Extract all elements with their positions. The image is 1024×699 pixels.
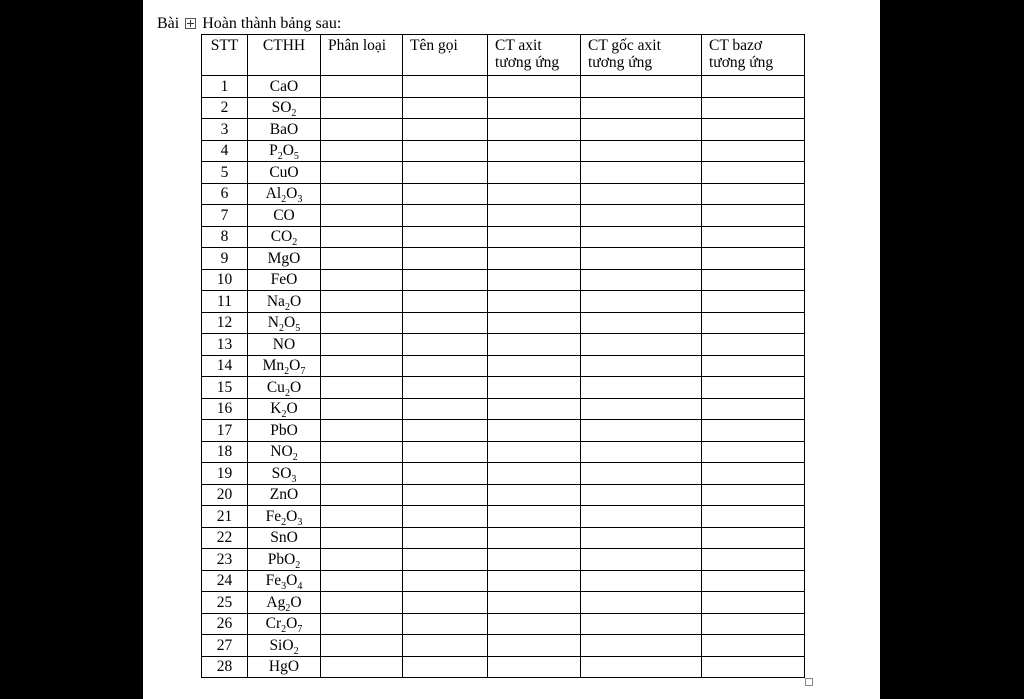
cell-formula: $Al_2O_3$ — [248, 183, 321, 205]
cell-stt: 20 — [202, 484, 248, 506]
cell-ct-goc-axit[interactable] — [581, 76, 702, 98]
cell-ten-goi[interactable] — [403, 226, 488, 248]
cell-formula: $Fe_2O_3$ — [248, 506, 321, 528]
cell-stt: 15 — [202, 377, 248, 399]
cell-stt: 19 — [202, 463, 248, 485]
cell-ct-axit[interactable] — [488, 592, 581, 614]
cell-phan-loai[interactable] — [321, 140, 403, 162]
cell-ct-axit[interactable] — [488, 463, 581, 485]
cell-ct-axit[interactable] — [488, 613, 581, 635]
table-row — [202, 162, 805, 184]
cell-ct-goc-axit[interactable] — [581, 140, 702, 162]
cell-stt: 22 — [202, 527, 248, 549]
header-cthh: CTHH — [248, 35, 321, 76]
cell-formula: $Ag_2O$ — [248, 592, 321, 614]
cell-ct-axit[interactable] — [488, 527, 581, 549]
cell-ct-goc-axit[interactable] — [581, 592, 702, 614]
header-phan-loai: Phân loại — [321, 35, 403, 76]
cell-ten-goi[interactable] — [403, 291, 488, 313]
cell-ct-goc-axit[interactable] — [581, 420, 702, 442]
cell-formula: PbO — [248, 420, 321, 442]
cell-ct-goc-axit[interactable] — [581, 269, 702, 291]
cell-ct-goc-axit[interactable] — [581, 205, 702, 227]
cell-stt: 10 — [202, 269, 248, 291]
cell-formula: SnO — [248, 527, 321, 549]
header-ct-bazo: CT bazơ tương ứng — [702, 35, 805, 76]
table-row — [202, 484, 805, 506]
table-row — [202, 592, 805, 614]
cell-ten-goi[interactable] — [403, 248, 488, 270]
cell-ct-bazo[interactable] — [702, 549, 805, 571]
cell-formula: $Fe_3O_4$ — [248, 570, 321, 592]
cell-ct-bazo[interactable] — [702, 183, 805, 205]
cell-ct-axit[interactable] — [488, 291, 581, 313]
cell-phan-loai[interactable] — [321, 248, 403, 270]
cell-ten-goi[interactable] — [403, 463, 488, 485]
cell-ct-bazo[interactable] — [702, 635, 805, 657]
cell-formula: $NO_2$ — [248, 441, 321, 463]
cell-phan-loai[interactable] — [321, 656, 403, 678]
table-row — [202, 355, 805, 377]
header-ten-goi: Tên gọi — [403, 35, 488, 76]
cell-ct-axit[interactable] — [488, 570, 581, 592]
cell-phan-loai[interactable] — [321, 570, 403, 592]
cell-formula: $Cr_2O_7$ — [248, 613, 321, 635]
cell-formula: FeO — [248, 269, 321, 291]
cell-ten-goi[interactable] — [403, 205, 488, 227]
cell-phan-loai[interactable] — [321, 463, 403, 485]
cell-ct-bazo[interactable] — [702, 76, 805, 98]
cell-ct-axit[interactable] — [488, 119, 581, 141]
cell-ct-goc-axit[interactable] — [581, 613, 702, 635]
cell-ct-axit[interactable] — [488, 549, 581, 571]
table-row — [202, 119, 805, 141]
table-row — [202, 226, 805, 248]
table-row — [202, 613, 805, 635]
cell-ct-goc-axit[interactable] — [581, 312, 702, 334]
cell-ct-axit[interactable] — [488, 162, 581, 184]
cell-stt: 9 — [202, 248, 248, 270]
cell-ten-goi[interactable] — [403, 355, 488, 377]
table-row — [202, 76, 805, 98]
cell-ct-bazo[interactable] — [702, 205, 805, 227]
cell-ct-bazo[interactable] — [702, 441, 805, 463]
cell-ten-goi[interactable] — [403, 527, 488, 549]
cell-ct-bazo[interactable] — [702, 291, 805, 313]
cell-ct-bazo[interactable] — [702, 97, 805, 119]
cell-ct-axit[interactable] — [488, 312, 581, 334]
table-row — [202, 398, 805, 420]
cell-phan-loai[interactable] — [321, 635, 403, 657]
cell-stt: 18 — [202, 441, 248, 463]
cell-ct-axit[interactable] — [488, 484, 581, 506]
table-row — [202, 97, 805, 119]
cell-ten-goi[interactable] — [403, 570, 488, 592]
cell-ct-goc-axit[interactable] — [581, 527, 702, 549]
cell-ct-bazo[interactable] — [702, 248, 805, 270]
table-row — [202, 312, 805, 334]
table-row — [202, 441, 805, 463]
cell-stt: 1 — [202, 76, 248, 98]
cell-ct-goc-axit[interactable] — [581, 248, 702, 270]
cell-phan-loai[interactable] — [321, 549, 403, 571]
cell-ct-axit[interactable] — [488, 506, 581, 528]
table-row — [202, 183, 805, 205]
cell-stt: 11 — [202, 291, 248, 313]
cell-ct-goc-axit[interactable] — [581, 355, 702, 377]
cell-phan-loai[interactable] — [321, 97, 403, 119]
cell-ten-goi[interactable] — [403, 377, 488, 399]
table-row — [202, 420, 805, 442]
cell-stt: 24 — [202, 570, 248, 592]
cell-ct-bazo[interactable] — [702, 420, 805, 442]
cell-formula: PbO$_2$ — [248, 549, 321, 571]
cell-ct-goc-axit[interactable] — [581, 183, 702, 205]
cell-formula: $N_2O_5$ — [248, 312, 321, 334]
table-header-row — [202, 35, 805, 76]
table-row — [202, 269, 805, 291]
cell-ct-goc-axit[interactable] — [581, 463, 702, 485]
cell-phan-loai[interactable] — [321, 76, 403, 98]
document-page — [143, 0, 880, 699]
heading-text: Hoàn thành bảng sau: — [202, 15, 342, 32]
cell-ct-axit[interactable] — [488, 76, 581, 98]
cell-phan-loai[interactable] — [321, 527, 403, 549]
cell-phan-loai[interactable] — [321, 162, 403, 184]
cell-ten-goi[interactable] — [403, 592, 488, 614]
cell-ct-bazo[interactable] — [702, 570, 805, 592]
cell-stt: 26 — [202, 613, 248, 635]
cell-ct-axit[interactable] — [488, 248, 581, 270]
cell-stt: 25 — [202, 592, 248, 614]
cell-ct-bazo[interactable] — [702, 463, 805, 485]
cell-phan-loai[interactable] — [321, 183, 403, 205]
header-ct-goc-axit: CT gốc axit tương ứng — [581, 35, 702, 76]
cell-phan-loai[interactable] — [321, 226, 403, 248]
cell-ct-bazo[interactable] — [702, 656, 805, 678]
cell-phan-loai[interactable] — [321, 592, 403, 614]
cell-ct-bazo[interactable] — [702, 312, 805, 334]
cell-phan-loai[interactable] — [321, 205, 403, 227]
cell-ct-bazo[interactable] — [702, 269, 805, 291]
cell-formula: $P_2O_5$ — [248, 140, 321, 162]
cell-formula: HgO — [248, 656, 321, 678]
cell-phan-loai[interactable] — [321, 291, 403, 313]
heading-prefix: Bài — [157, 15, 180, 32]
cell-ten-goi[interactable] — [403, 420, 488, 442]
table-row — [202, 570, 805, 592]
cell-phan-loai[interactable] — [321, 377, 403, 399]
paragraph-end-mark — [805, 678, 813, 686]
cell-ten-goi[interactable] — [403, 162, 488, 184]
cell-ct-goc-axit[interactable] — [581, 119, 702, 141]
cell-ct-bazo[interactable] — [702, 527, 805, 549]
cell-ct-axit[interactable] — [488, 97, 581, 119]
cell-phan-loai[interactable] — [321, 119, 403, 141]
cell-ct-bazo[interactable] — [702, 613, 805, 635]
cell-ten-goi[interactable] — [403, 183, 488, 205]
cell-phan-loai[interactable] — [321, 420, 403, 442]
table-row — [202, 549, 805, 571]
table-row — [202, 463, 805, 485]
cell-formula: CuO — [248, 162, 321, 184]
cell-ct-goc-axit[interactable] — [581, 506, 702, 528]
cell-ct-axit[interactable] — [488, 635, 581, 657]
cell-ct-axit[interactable] — [488, 334, 581, 356]
cell-ct-bazo[interactable] — [702, 119, 805, 141]
cell-ten-goi[interactable] — [403, 613, 488, 635]
cell-ct-bazo[interactable] — [702, 377, 805, 399]
cell-ten-goi[interactable] — [403, 312, 488, 334]
cell-stt: 27 — [202, 635, 248, 657]
cell-ct-axit[interactable] — [488, 441, 581, 463]
cell-ten-goi[interactable] — [403, 484, 488, 506]
cell-formula: $CO_2$ — [248, 226, 321, 248]
cell-formula: SiO$_2$ — [248, 635, 321, 657]
cell-stt: 6 — [202, 183, 248, 205]
exercise-heading — [157, 15, 341, 33]
cell-stt: 14 — [202, 355, 248, 377]
table-row — [202, 140, 805, 162]
cell-ten-goi[interactable] — [403, 269, 488, 291]
cell-phan-loai[interactable] — [321, 334, 403, 356]
cell-stt: 2 — [202, 97, 248, 119]
cell-ten-goi[interactable] — [403, 140, 488, 162]
cell-formula: MgO — [248, 248, 321, 270]
cell-formula: $Mn_2O_7$ — [248, 355, 321, 377]
cell-stt: 7 — [202, 205, 248, 227]
cell-ct-bazo[interactable] — [702, 334, 805, 356]
table-row — [202, 248, 805, 270]
cell-stt: 5 — [202, 162, 248, 184]
cell-formula: CO — [248, 205, 321, 227]
cell-ten-goi[interactable] — [403, 398, 488, 420]
cell-formula: BaO — [248, 119, 321, 141]
cell-ten-goi[interactable] — [403, 549, 488, 571]
cell-ct-axit[interactable] — [488, 656, 581, 678]
cell-ct-goc-axit[interactable] — [581, 441, 702, 463]
cell-phan-loai[interactable] — [321, 398, 403, 420]
cell-ct-goc-axit[interactable] — [581, 484, 702, 506]
cell-ct-bazo[interactable] — [702, 506, 805, 528]
cell-ct-axit[interactable] — [488, 377, 581, 399]
table-row — [202, 205, 805, 227]
cell-ct-goc-axit[interactable] — [581, 549, 702, 571]
cell-ct-axit[interactable] — [488, 269, 581, 291]
header-ct-axit: CT axit tương ứng — [488, 35, 581, 76]
cell-ct-goc-axit[interactable] — [581, 570, 702, 592]
cell-formula: $K_2O$ — [248, 398, 321, 420]
cell-ct-axit[interactable] — [488, 226, 581, 248]
cell-ct-goc-axit[interactable] — [581, 334, 702, 356]
cell-ct-axit[interactable] — [488, 355, 581, 377]
table-move-handle-icon[interactable] — [185, 18, 196, 29]
cell-stt: 3 — [202, 119, 248, 141]
table-row — [202, 656, 805, 678]
cell-phan-loai[interactable] — [321, 355, 403, 377]
cell-phan-loai[interactable] — [321, 312, 403, 334]
cell-ct-bazo[interactable] — [702, 592, 805, 614]
cell-stt: 12 — [202, 312, 248, 334]
cell-stt: 23 — [202, 549, 248, 571]
table-row — [202, 635, 805, 657]
oxide-table — [201, 34, 805, 678]
table-row — [202, 334, 805, 356]
cell-ct-goc-axit[interactable] — [581, 656, 702, 678]
cell-phan-loai[interactable] — [321, 484, 403, 506]
cell-ct-axit[interactable] — [488, 398, 581, 420]
cell-stt: 13 — [202, 334, 248, 356]
cell-ten-goi[interactable] — [403, 441, 488, 463]
cell-formula: CaO — [248, 76, 321, 98]
cell-ct-bazo[interactable] — [702, 355, 805, 377]
cell-ten-goi[interactable] — [403, 334, 488, 356]
cell-ct-axit[interactable] — [488, 140, 581, 162]
cell-stt: 28 — [202, 656, 248, 678]
cell-ct-bazo[interactable] — [702, 140, 805, 162]
cell-phan-loai[interactable] — [321, 269, 403, 291]
cell-stt: 16 — [202, 398, 248, 420]
table-row — [202, 377, 805, 399]
cell-formula: $Cu_2O$ — [248, 377, 321, 399]
cell-ct-goc-axit[interactable] — [581, 377, 702, 399]
cell-phan-loai[interactable] — [321, 506, 403, 528]
cell-ct-axit[interactable] — [488, 420, 581, 442]
cell-ten-goi[interactable] — [403, 506, 488, 528]
cell-ct-bazo[interactable] — [702, 226, 805, 248]
cell-stt: 4 — [202, 140, 248, 162]
cell-ten-goi[interactable] — [403, 656, 488, 678]
cell-formula: NO — [248, 334, 321, 356]
cell-formula: $SO_2$ — [248, 97, 321, 119]
cell-stt: 21 — [202, 506, 248, 528]
cell-ct-goc-axit[interactable] — [581, 635, 702, 657]
cell-ct-axit[interactable] — [488, 205, 581, 227]
cell-ct-axit[interactable] — [488, 183, 581, 205]
cell-ct-goc-axit[interactable] — [581, 97, 702, 119]
cell-formula: ZnO — [248, 484, 321, 506]
cell-formula: $Na_2O$ — [248, 291, 321, 313]
cell-ct-bazo[interactable] — [702, 398, 805, 420]
cell-ten-goi[interactable] — [403, 76, 488, 98]
cell-ct-goc-axit[interactable] — [581, 226, 702, 248]
cell-stt: 8 — [202, 226, 248, 248]
cell-formula: $SO_3$ — [248, 463, 321, 485]
cell-phan-loai[interactable] — [321, 613, 403, 635]
cell-ten-goi[interactable] — [403, 635, 488, 657]
cell-ct-goc-axit[interactable] — [581, 291, 702, 313]
cell-stt: 17 — [202, 420, 248, 442]
cell-ten-goi[interactable] — [403, 119, 488, 141]
cell-ct-bazo[interactable] — [702, 162, 805, 184]
cell-ten-goi[interactable] — [403, 97, 488, 119]
cell-ct-bazo[interactable] — [702, 484, 805, 506]
table-row — [202, 291, 805, 313]
cell-ct-goc-axit[interactable] — [581, 398, 702, 420]
cell-ct-goc-axit[interactable] — [581, 162, 702, 184]
table-row — [202, 527, 805, 549]
header-stt: STT — [202, 35, 248, 76]
cell-phan-loai[interactable] — [321, 441, 403, 463]
table-row — [202, 506, 805, 528]
